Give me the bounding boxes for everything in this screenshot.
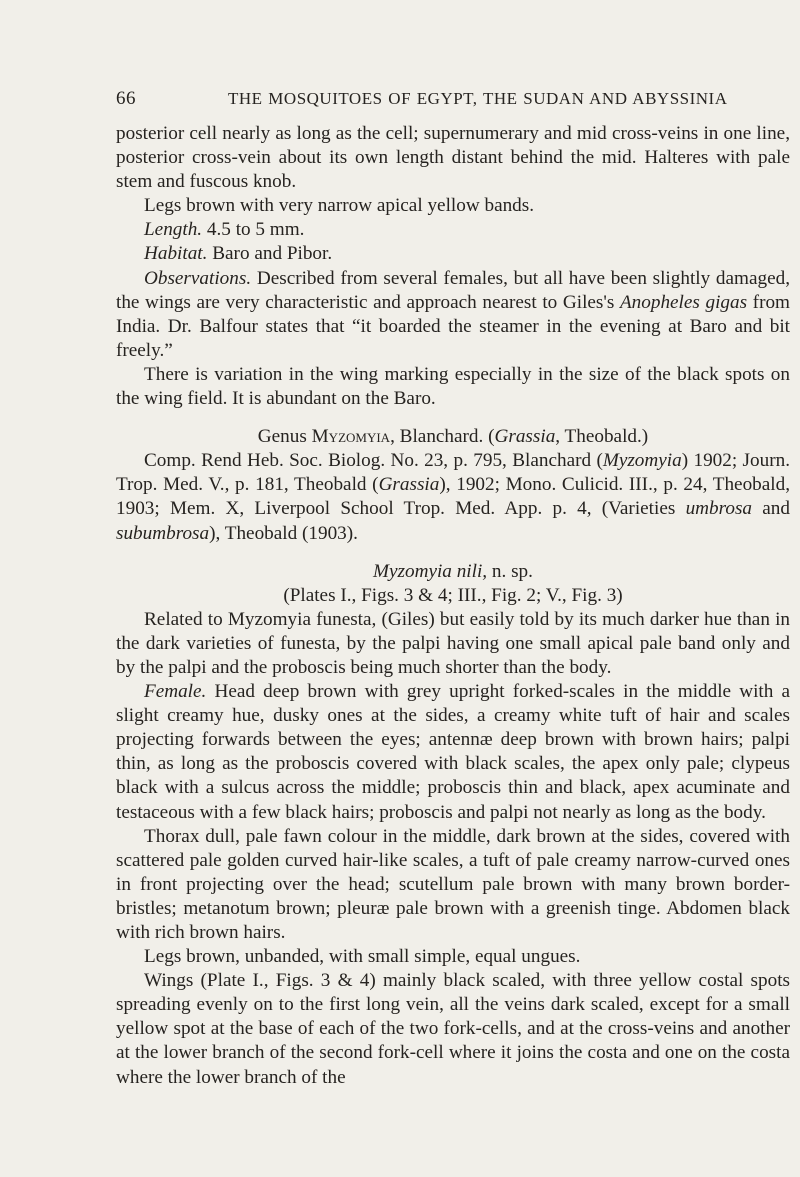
length-label: Length. xyxy=(144,219,203,241)
wings-paragraph: Wings (Plate I., Figs. 3 & 4) mainly black scaled, with three yellow costal spots spreading evenly on to the first long vein, all the veins dark scaled, except for a small yellow spot at the base of each of the two fork-cells, and at the cross-veins and another at the lower branch of the second fork-cell where it joins the costa and one on the costa where the lower branch of the xyxy=(116,970,790,1088)
related-paragraph: Related to Myzomyia funesta, (Giles) but easily told by its much darker hue than in the dark varieties of funesta, by the palpi having one small apical pale band only and by the palpi and the proboscis being much shorter than the body. xyxy=(116,608,790,678)
species-heading: Myzomyia nili, n. sp. xyxy=(373,560,533,582)
references-paragraph: Comp. Rend Heb. Soc. Biolog. No. 23, p. 795, Blanchard (Myzomyia) 1902; Journ. Trop. Med. V., p. 181, Theobald (Grassia), 1902; Mono. Culicid. III., p. 24, Theobald, 1903; Mem. X, Liverpool School Trop. Med. App. p. 4, (Varieties umbrosa and subumbrosa), Theobald (1903). xyxy=(116,450,790,544)
variation-paragraph: There is variation in the wing marking especially in the size of the black spots on the wing field. It is abundant on the Baro. xyxy=(116,363,790,410)
female-paragraph: Female. Head deep brown with grey upright forked-scales in the middle with a slight creamy hue, dusky ones at the sides, a creamy white tuft of hair and scales projecting forwards between the eyes; antennæ deep brown with brown hairs; palpi thin, as long as the proboscis covered with black scales, the apex only pale; clypeus black with a sulcus across the middle; proboscis thin and black, apex acuminate and testaceous with a few black hairs; proboscis and palpi not nearly as long as the body. xyxy=(116,681,790,823)
genus-name: Myzomyia xyxy=(311,426,391,448)
page-number: 66 xyxy=(116,88,136,109)
running-title: THE MOSQUITOES OF EGYPT, THE SUDAN AND ABYSSINIA xyxy=(228,89,728,108)
length-paragraph: Length. 4.5 to 5 mm. xyxy=(144,219,305,241)
species-name: Myzomyia nili, xyxy=(373,560,488,582)
species-reference: Anopheles gigas xyxy=(619,291,748,313)
legs-unbanded-paragraph: Legs brown, unbanded, with small simple, equal ungues. xyxy=(144,946,581,968)
thorax-paragraph: Thorax dull, pale fawn colour in the middle, dark brown at the sides, covered with scattered pale golden curved hair-like scales, a tuft of pale creamy narrow-curved ones in front projecting over the head; scutellum pale brown with many brown border-bristles; metanotum brown; pleuræ pale brown with a greenish tinge. Abdomen black with rich brown hairs. xyxy=(116,825,790,943)
genus-synonym: Grassia xyxy=(494,426,556,448)
observations-paragraph: Observations. Described from several females, but all have been slightly damaged, the wings are very characteristic and approach nearest to Giles's Anopheles gigas from India. Dr. Balfour states that “it boarded the steamer in the evening at Baro and bit freely.” xyxy=(116,267,790,361)
page-header xyxy=(116,88,790,112)
plates-reference: (Plates I., Figs. 3 & 4; III., Fig. 2; V., Fig. 3) xyxy=(283,584,623,606)
continued-paragraph: posterior cell nearly as long as the cell; supernumerary and mid cross-veins in one line, posterior cross-vein about its own length distant behind the mid. Halteres with pale stem and fuscous knob. xyxy=(116,123,790,193)
genus-heading: Genus Myzomyia, Blanchard. (Grassia, Theobald.) xyxy=(257,426,649,448)
female-label: Female. xyxy=(144,681,207,703)
legs-paragraph: Legs brown with very narrow apical yellow bands. xyxy=(144,195,535,217)
habitat-paragraph: Habitat. Baro and Pibor. xyxy=(144,243,333,265)
page-body xyxy=(116,122,790,1090)
observations-label: Observations. xyxy=(144,267,252,289)
habitat-label: Habitat. xyxy=(144,243,208,265)
